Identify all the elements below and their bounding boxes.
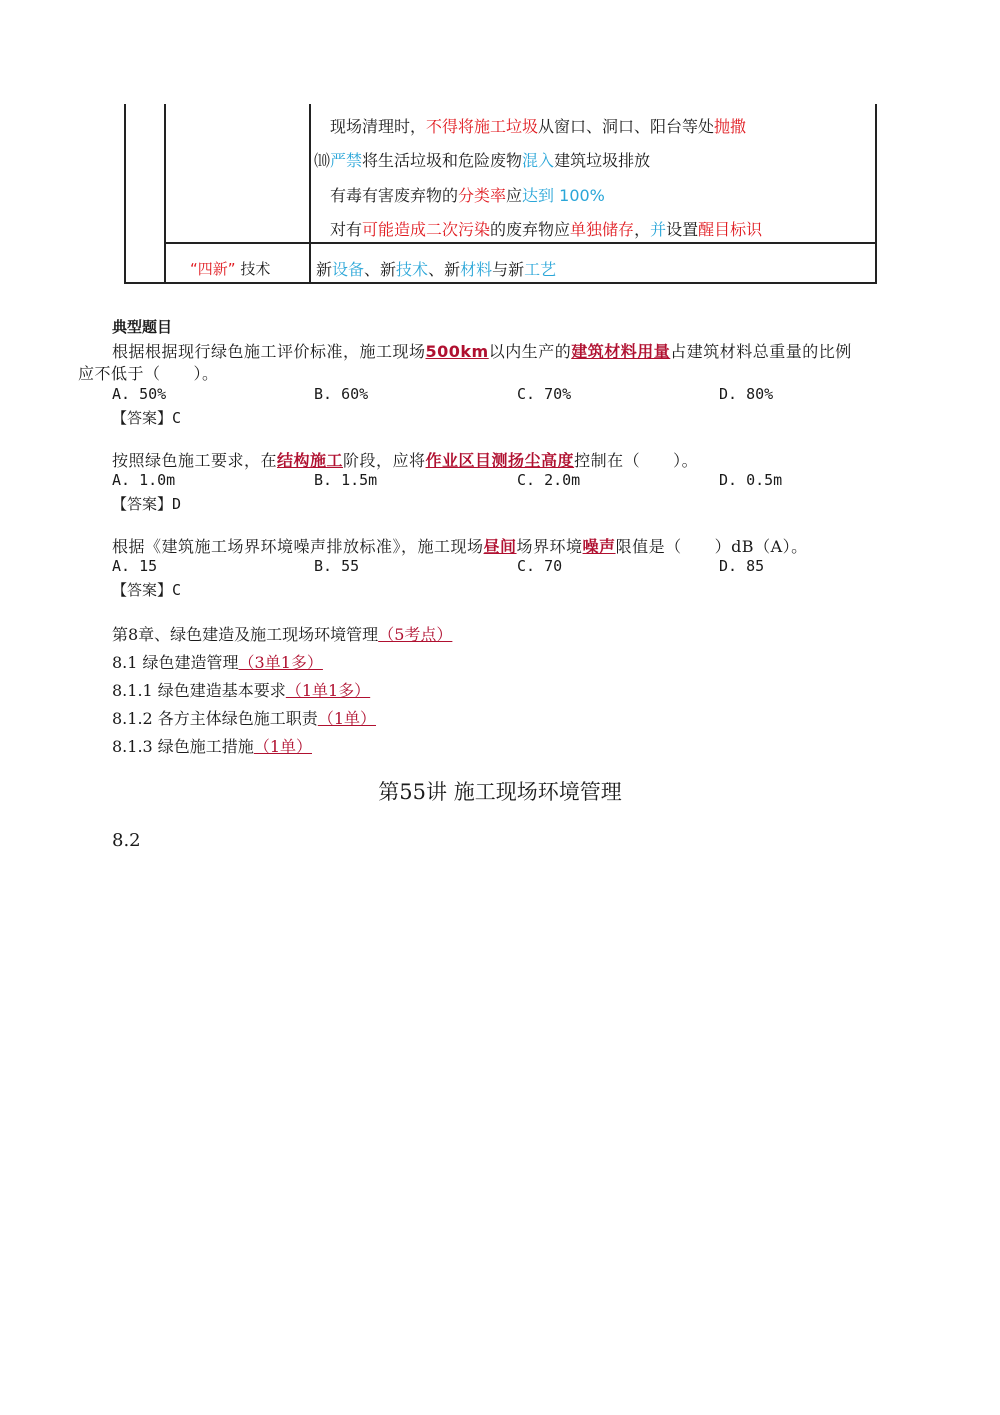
segment: 建筑垃圾排放 bbox=[554, 151, 651, 170]
q1-pre: 根据根据现行绿色施工评价标准，施工现场 bbox=[112, 342, 426, 361]
segment: 并 bbox=[650, 220, 667, 239]
table-line-1 bbox=[330, 114, 746, 137]
q3-option-d: D. 85 bbox=[719, 557, 765, 575]
question-2 bbox=[112, 448, 698, 471]
outline-text: 8.1 绿色建造管理 bbox=[112, 653, 239, 672]
four-new-rest: 技术 bbox=[235, 260, 271, 278]
q3-option-c: C. 70 bbox=[517, 557, 563, 575]
segment: 技术 bbox=[396, 260, 429, 279]
table-line-3 bbox=[330, 183, 605, 206]
segment: 与新 bbox=[492, 260, 525, 279]
q2-post: 控制在（ ）。 bbox=[574, 451, 699, 470]
outline-chapter-8 bbox=[112, 622, 452, 645]
outline-text: 第8章、绿色建造及施工现场环境管理 bbox=[112, 625, 379, 644]
segment: 应 bbox=[506, 186, 523, 205]
segment: ， bbox=[634, 220, 651, 239]
segment: 、新 bbox=[428, 260, 461, 279]
question-1 bbox=[112, 339, 852, 362]
q1-mid: 以内生产的 bbox=[488, 342, 572, 361]
q2-option-d: D. 0.5m bbox=[719, 471, 783, 489]
q3-option-a: A. 15 bbox=[112, 557, 158, 575]
outline-note: （1单1多） bbox=[285, 681, 371, 700]
q1-post: 占建筑材料总重量的比例 bbox=[670, 342, 852, 361]
outline-note: （5考点） bbox=[378, 625, 453, 644]
segment: 材料 bbox=[460, 260, 493, 279]
table-line-4 bbox=[330, 217, 762, 240]
segment: 现场清理时， bbox=[330, 117, 427, 136]
segment: 新 bbox=[316, 260, 333, 279]
segment: 混入 bbox=[522, 151, 555, 170]
four-new-content bbox=[316, 257, 556, 280]
q1-highlight-2: 建筑材料用量 bbox=[571, 342, 671, 361]
outline-text: 8.1.1 绿色建造基本要求 bbox=[112, 681, 286, 700]
outline-8-1-3 bbox=[112, 734, 312, 757]
segment: ⑽ bbox=[314, 151, 331, 170]
q1-answer: 【答案】C bbox=[112, 409, 182, 427]
segment: 、新 bbox=[364, 260, 397, 279]
q1-option-c: C. 70% bbox=[517, 385, 572, 403]
table-row-divider bbox=[164, 242, 877, 244]
outline-note: （3单1多） bbox=[238, 653, 323, 672]
q2-highlight-2: 作业区目测扬尘高度 bbox=[425, 451, 575, 470]
section-number: 8.2 bbox=[112, 830, 141, 851]
q1-option-b: B. 60% bbox=[314, 385, 369, 403]
q2-highlight-1: 结构施工 bbox=[277, 451, 344, 470]
segment: 设备 bbox=[332, 260, 365, 279]
segment: 将生活垃圾和危险废物 bbox=[362, 151, 523, 170]
typical-heading: 典型题目 bbox=[112, 318, 173, 336]
segment: 可能造成二次污染 bbox=[362, 220, 491, 239]
outline-8-1-2 bbox=[112, 706, 376, 729]
q2-answer: 【答案】D bbox=[112, 495, 182, 513]
table-border-col2 bbox=[309, 104, 311, 284]
q3-mid: 场界环境 bbox=[516, 537, 583, 556]
outline-note: （1单） bbox=[253, 737, 312, 756]
q2-mid: 阶段，应将 bbox=[343, 451, 426, 470]
segment: 设置 bbox=[666, 220, 699, 239]
question-3 bbox=[112, 534, 808, 557]
table-border-right bbox=[875, 104, 877, 284]
q3-answer: 【答案】C bbox=[112, 581, 182, 599]
outline-note: （1单） bbox=[317, 709, 376, 728]
table-border-left bbox=[124, 104, 126, 284]
segment: 从窗口、洞口、阳台等处 bbox=[538, 117, 715, 136]
q1-option-a: A. 50% bbox=[112, 385, 167, 403]
lecture-title: 第55讲 施工现场环境管理 bbox=[378, 780, 622, 804]
outline-8-1 bbox=[112, 650, 323, 673]
q2-option-b: B. 1.5m bbox=[314, 471, 378, 489]
q1-highlight-1: 500km bbox=[425, 342, 489, 361]
table-border-bottom bbox=[124, 282, 877, 284]
q3-option-b: B. 55 bbox=[314, 557, 360, 575]
segment: 抛撒 bbox=[714, 117, 747, 136]
outline-text: 8.1.2 各方主体绿色施工职责 bbox=[112, 709, 318, 728]
q3-pre: 根据《建筑施工场界环境噪声排放标准》，施工现场 bbox=[112, 537, 484, 556]
q1-line2: 应不低于（ ）。 bbox=[78, 364, 219, 383]
four-new-label bbox=[190, 258, 270, 279]
segment: 对有 bbox=[330, 220, 363, 239]
q3-highlight-1: 昼间 bbox=[483, 537, 517, 556]
segment: 的废弃物应 bbox=[490, 220, 571, 239]
outline-8-1-1 bbox=[112, 678, 370, 701]
table-line-2 bbox=[314, 148, 650, 171]
q2-pre: 按照绿色施工要求，在 bbox=[112, 451, 278, 470]
q3-post: 限值是（ ）dB（A）。 bbox=[615, 537, 808, 556]
segment: 不得将施工垃圾 bbox=[426, 117, 539, 136]
segment: 严禁 bbox=[330, 151, 363, 170]
segment: 单独储存 bbox=[570, 220, 635, 239]
table-border-col1 bbox=[164, 104, 166, 284]
q1-option-d: D. 80% bbox=[719, 385, 774, 403]
segment: 有毒有害废弃物的 bbox=[330, 186, 459, 205]
segment: 分类率 bbox=[458, 186, 507, 205]
four-new-quoted: “四新” bbox=[190, 260, 236, 278]
q2-option-c: C. 2.0m bbox=[517, 471, 581, 489]
outline-text: 8.1.3 绿色施工措施 bbox=[112, 737, 254, 756]
q3-highlight-2: 噪声 bbox=[582, 537, 616, 556]
segment: 工艺 bbox=[524, 260, 557, 279]
segment: 醒目标识 bbox=[698, 220, 763, 239]
q2-option-a: A. 1.0m bbox=[112, 471, 176, 489]
segment: 达到 100% bbox=[522, 186, 605, 205]
